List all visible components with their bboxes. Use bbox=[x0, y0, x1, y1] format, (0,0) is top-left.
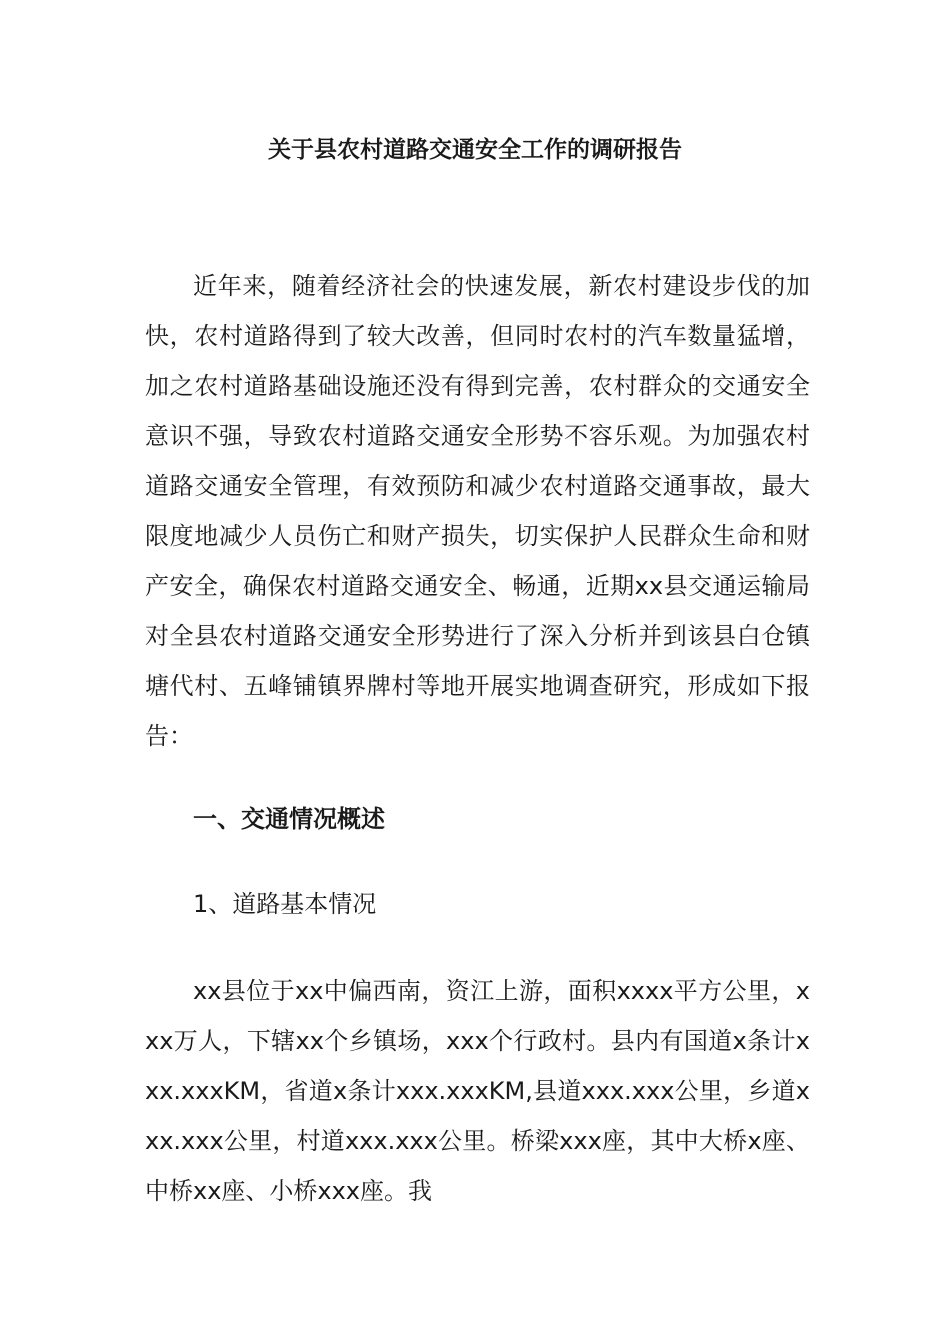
document-title: 关于县农村道路交通安全工作的调研报告 bbox=[268, 137, 682, 163]
intro-paragraph: 近年来，随着经济社会的快速发展，新农村建设步伐的加快，农村道路得到了较大改善，但同时农村的汽车数量猛增，加之农村道路基础设施还没有得到完善，农村群众的交通安全意识不强，导致农村道路交通安全形势不容乐观。为加强农村道路交通安全管理，有效预防和减少农村道路交通事故，最大限度地减少人员伤亡和财产损失，切实保护人民群众生命和财产安全，确保农村道路交通安全、畅通，近期xx县交通运输局对全县农村道路交通安全形势进行了深入分析并到该县白仓镇塘代村、五峰铺镇界牌村等地开展实地调查研究，形成如下报告： bbox=[145, 272, 810, 750]
road-basics-paragraph: xx县位于xx中偏西南，资江上游，面积xxxx平方公里，xxx万人，下辖xx个乡镇场，xxx个行政村。县内有国道x条计xxx.xxxKM，省道x条计xxx.xxxKM,县道xxx.xxx公里，乡道xxx.xxx公里，村道xxx.xxx公里。桥梁xxx座，其中大桥x座、中桥xx座、小桥xxx座。我 bbox=[145, 977, 810, 1205]
subsection-heading-road-basics: 1、道路基本情况 bbox=[193, 890, 377, 918]
section-heading-traffic-overview: 一、交通情况概述 bbox=[193, 805, 385, 833]
